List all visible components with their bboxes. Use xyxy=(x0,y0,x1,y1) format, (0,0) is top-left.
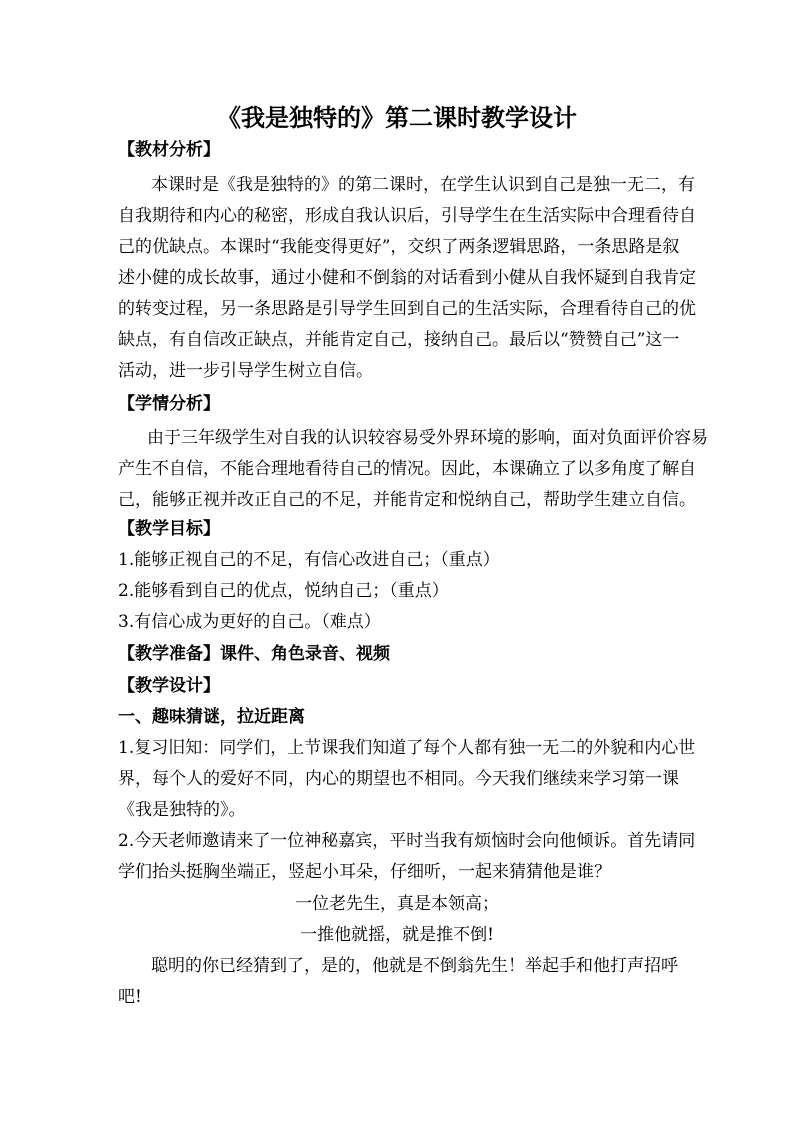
section-teaching-preparation xyxy=(118,641,390,667)
paragraph-line: 己的优缺点。本课时“我能变得更好”，交织了两条逻辑思路，一条思路是叙 xyxy=(118,237,680,257)
riddle-line: 一位老先生，真是本领高； xyxy=(295,894,499,914)
paragraph-line: 《我是独特的》。 xyxy=(118,800,246,820)
paragraph-line: 自我期待和内心的秘密，形成自我认识后，引导学生在生活实际中合理看待自 xyxy=(118,206,696,226)
paragraph-line: 活动，进一步引导学生树立自信。 xyxy=(118,361,373,381)
paragraph-line: 缺点，有自信改正缺点，并能肯定自己，接纳自己。最后以“赞赞自己”这一 xyxy=(118,330,680,350)
document-title: 《我是独特的》第二课时教学设计 xyxy=(217,103,577,132)
paragraph-line: 吧! xyxy=(118,987,142,1007)
paragraph-line: 的转变过程，另一条思路是引导学生回到自己的生活实际，合理看待自己的优 xyxy=(118,299,696,319)
section-heading-material-analysis: 【教材分析】 xyxy=(118,140,220,160)
paragraph-line: 界，每个人的爱好不同，内心的期望也不相同。今天我们继续来学习第一课 xyxy=(118,769,679,789)
paragraph-line: 己，能够正视并改正自己的不足，并能肯定和悦纳自己，帮助学生建立自信。 xyxy=(118,490,696,510)
riddle-line: 一推他就摇，就是推不倒! xyxy=(300,925,494,945)
paragraph-line: 由于三年级学生对自我的认识较容易受外界环境的影响，面对负面评价容易 xyxy=(147,428,708,448)
goal-item: 3.有信心成为更好的自己。（难点） xyxy=(118,612,381,632)
paragraph-line: 2.今天老师邀请来了一位神秘嘉宾，平时当我有烦恼时会向他倾诉。首先请同 xyxy=(118,831,696,851)
paragraph-line: 产生不自信，不能合理地看待自己的情况。因此，本课确立了以多角度了解自 xyxy=(118,459,696,479)
section-heading-teaching-goals: 【教学目标】 xyxy=(118,519,220,539)
part-one-title: 一、趣味猜谜，拉近距离 xyxy=(118,707,305,727)
section-heading-student-analysis: 【学情分析】 xyxy=(118,394,220,414)
paragraph-line: 聪明的你已经猜到了，是的，他就是不倒翁先生！举起手和他打声招呼 xyxy=(151,956,678,976)
paragraph-line: 述小健的成长故事，通过小健和不倒翁的对话看到小健从自我怀疑到自我肯定 xyxy=(118,268,696,288)
paragraph-line: 本课时是《我是独特的》的第二课时，在学生认识到自己是独一无二，有 xyxy=(151,175,695,195)
section-heading-teaching-design: 【教学设计】 xyxy=(118,676,220,696)
paragraph-line: 1.复习旧知：同学们，上节课我们知道了每个人都有独一无二的外貌和内心世 xyxy=(118,738,696,758)
preparation-text: 课件、角色录音、视频 xyxy=(220,644,390,664)
section-heading-teaching-preparation: 【教学准备】 xyxy=(118,644,220,664)
goal-item: 1.能够正视自己的不足，有信心改进自己；（重点） xyxy=(118,550,500,570)
goal-item: 2.能够看到自己的优点，悦纳自己；（重点） xyxy=(118,581,449,601)
paragraph-line: 学们抬头挺胸坐端正，竖起小耳朵，仔细听，一起来猜猜他是谁？ xyxy=(118,862,611,882)
